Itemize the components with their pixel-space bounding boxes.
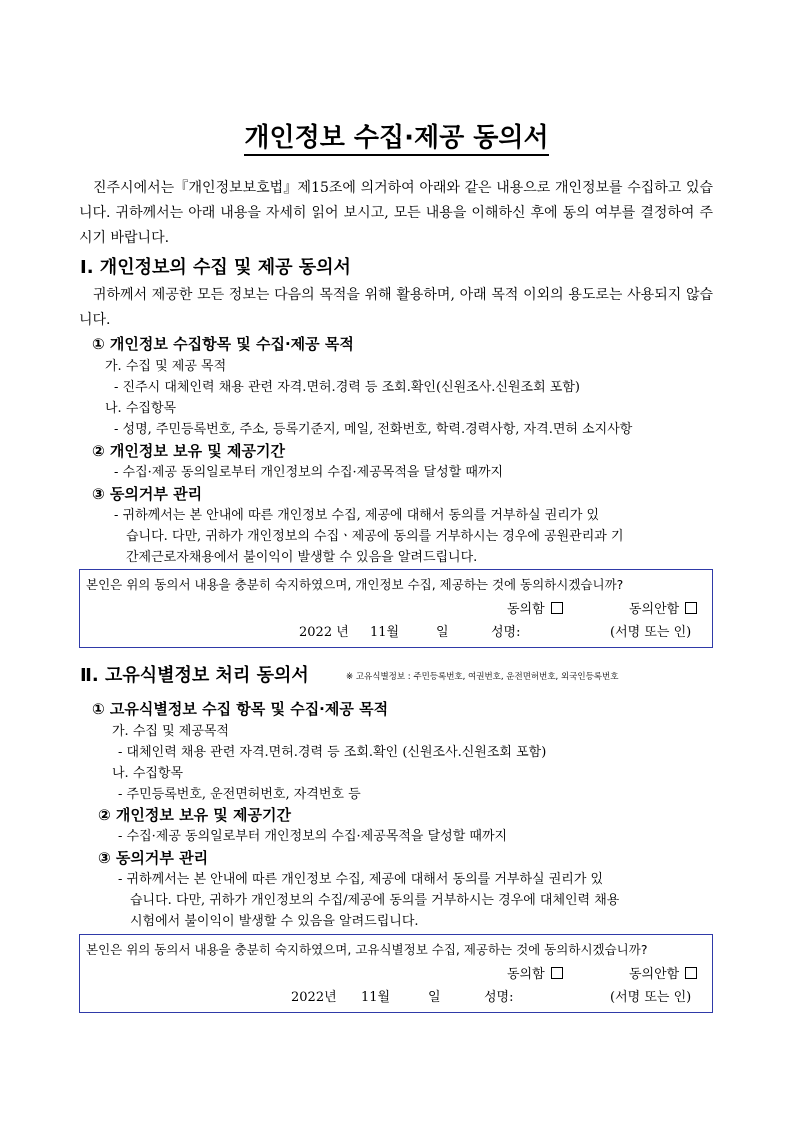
section2-purpose-label: 가. 수집 및 제공목적 bbox=[112, 724, 229, 739]
section1-item1-heading: ① 개인정보 수집항목 및 수집·제공 목적 bbox=[92, 335, 354, 353]
disagree-checkbox[interactable] bbox=[685, 602, 697, 614]
section2-disagree-option[interactable] bbox=[629, 966, 697, 984]
section1-items-text: - 성명, 주민등록번호, 주소, 등록기준지, 메일, 전화번호, 학력.경력사항, 자격.면허 소지사항 bbox=[114, 422, 633, 437]
section2-refusal-line2: 습니다. 다만, 귀하가 개인정보의 수집/제공에 동의를 거부하시는 경우에 대체인력 채용 bbox=[130, 893, 620, 908]
section1-date-year: 2022 년 bbox=[299, 625, 349, 640]
section2-item3-heading: ③ 동의거부 관리 bbox=[98, 849, 209, 867]
section2-date-month: 11월 bbox=[361, 990, 391, 1005]
section1-retention-text: - 수집·제공 동의일로부터 개인정보의 수집·제공목적을 달성할 때까지 bbox=[114, 465, 504, 480]
agree-label: 동의함 bbox=[507, 967, 545, 982]
section2-date-day: 일 bbox=[428, 990, 441, 1005]
section1-purpose-text: - 진주시 대체인력 채용 관련 자격.면허.경력 등 조회.확인(신원조사.신원조회 포함) bbox=[114, 380, 580, 395]
section1-agree-option[interactable] bbox=[507, 601, 563, 619]
section2-heading: Ⅱ. 고유식별정보 처리 동의서 bbox=[80, 665, 309, 686]
section1-item3-heading: ③ 동의거부 관리 bbox=[92, 485, 203, 503]
section2-agree-option[interactable] bbox=[507, 966, 563, 984]
section2-items-text: - 주민등록번호, 운전면허번호, 자격번호 등 bbox=[118, 787, 361, 802]
section2-note: ※ 고유식별정보 : 주민등록번호, 여권번호, 운전면허번호, 외국인등록번호 bbox=[346, 672, 619, 682]
disagree-label: 동의안함 bbox=[629, 967, 680, 982]
section1-signature-label: 성명: bbox=[491, 625, 521, 640]
section1-purpose-label: 가. 수집 및 제공 목적 bbox=[105, 359, 227, 374]
agree-checkbox[interactable] bbox=[551, 967, 563, 979]
section1-date-month: 11월 bbox=[370, 625, 400, 640]
section2-refusal-line1: - 귀하께서는 본 안내에 따른 개인정보 수집, 제공에 대해서 동의를 거부하실 권리가 있 bbox=[118, 872, 604, 887]
section1-refusal-line3: 간제근로자채용에서 불이익이 발생할 수 있음을 알려드립니다. bbox=[126, 550, 478, 565]
section2-items-label: 나. 수집항목 bbox=[112, 766, 184, 781]
section2-purpose-text: - 대체인력 채용 관련 자격.면허.경력 등 조회.확인 (신원조사.신원조회 포함) bbox=[118, 745, 547, 760]
section1-item2-heading: ② 개인정보 보유 및 제공기간 bbox=[92, 442, 285, 460]
section1-refusal-line1: - 귀하께서는 본 안내에 따른 개인정보 수집, 제공에 대해서 동의를 거부하실 권리가 있 bbox=[114, 508, 600, 523]
section2-retention-text: - 수집·제공 동의일로부터 개인정보의 수집·제공목적을 달성할 때까지 bbox=[118, 829, 508, 844]
section1-disagree-option[interactable] bbox=[629, 601, 697, 619]
section1-date-day: 일 bbox=[436, 625, 449, 640]
section1-refusal-line2: 습니다. 다만, 귀하가 개인정보의 수집ㆍ제공에 동의를 거부하시는 경우에 공원관리과 기 bbox=[126, 529, 624, 544]
section2-item2-heading: ② 개인정보 보유 및 제공기간 bbox=[98, 806, 291, 824]
section2-consent-box bbox=[79, 934, 713, 1013]
section2-consent-question: 본인은 위의 동의서 내용을 충분히 숙지하였으며, 고유식별정보 수집, 제공하는 것에 동의하시겠습니까? bbox=[86, 942, 648, 957]
section2-signature-note: (서명 또는 인) bbox=[610, 990, 692, 1005]
intro-paragraph: 진주시에서는『개인정보보호법』제15조에 의거하여 아래와 같은 내용으로 개인정보를 수집하고 있습니다. 귀하께서는 아래 내용을 자세히 읽어 보시고, 모든 내용을 이해하신 후에 동의 여부를 결정하여 주시기 바랍니다. bbox=[79, 180, 713, 246]
agree-label: 동의함 bbox=[507, 602, 545, 617]
section1-consent-question: 본인은 위의 동의서 내용을 충분히 숙지하였으며, 개인정보 수집, 제공하는 것에 동의하시겠습니까? bbox=[86, 577, 624, 592]
document-title: 개인정보 수집·제공 동의서 bbox=[0, 120, 793, 156]
section2-date-year: 2022년 bbox=[291, 990, 337, 1005]
section1-items-label: 나. 수집항목 bbox=[105, 401, 177, 416]
section2-item1-heading: ① 고유식별정보 수집 항목 및 수집·제공 목적 bbox=[92, 700, 389, 718]
section2-signature-label: 성명: bbox=[484, 990, 514, 1005]
section1-signature-note: (서명 또는 인) bbox=[610, 625, 692, 640]
section1-description: 귀하께서 제공한 모든 정보는 다음의 목적을 위해 활용하며, 아래 목적 이외의 용도로는 사용되지 않습니다. bbox=[79, 287, 713, 328]
disagree-label: 동의안함 bbox=[629, 602, 680, 617]
disagree-checkbox[interactable] bbox=[685, 967, 697, 979]
agree-checkbox[interactable] bbox=[551, 602, 563, 614]
section1-heading: Ⅰ. 개인정보의 수집 및 제공 동의서 bbox=[80, 257, 351, 278]
section2-refusal-line3: 시험에서 불이익이 발생할 수 있음을 알려드립니다. bbox=[130, 914, 419, 929]
section1-consent-box bbox=[79, 569, 713, 648]
